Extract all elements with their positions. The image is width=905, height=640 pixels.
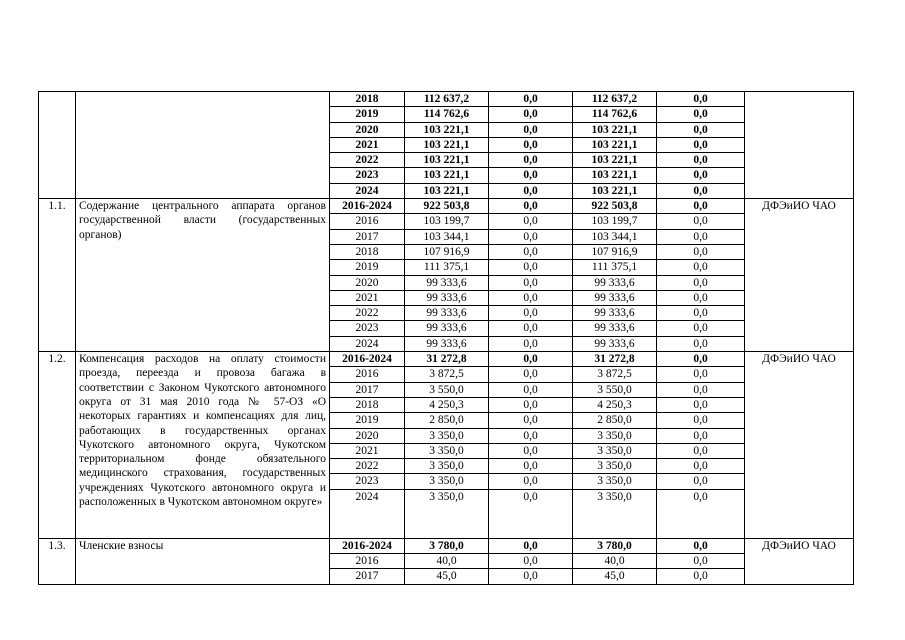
budget-table-page [38,91,853,585]
federal-budget-cell: 0,0 [489,428,573,443]
year-cell: 2018 [330,92,405,107]
federal-budget-cell: 0,0 [489,214,573,229]
table-row [39,92,854,107]
year-cell: 2022 [330,306,405,321]
table-row [39,199,854,214]
federal-budget-cell: 0,0 [489,382,573,397]
federal-budget-cell: 0,0 [489,569,573,584]
year-cell: 2023 [330,321,405,336]
other-sources-cell: 0,0 [657,382,745,397]
regional-budget-cell: 103 221,1 [573,122,657,137]
other-sources-cell: 0,0 [657,413,745,428]
total-cell: 31 272,8 [405,352,489,367]
federal-budget-cell: 0,0 [489,443,573,458]
total-cell: 3 350,0 [405,428,489,443]
total-cell: 99 333,6 [405,321,489,336]
year-cell: 2017 [330,382,405,397]
other-sources-cell: 0,0 [657,137,745,152]
regional-budget-cell: 103 221,1 [573,168,657,183]
section-name-cell: Компенсация расходов на оплату стоимости проезда, переезда и провоза багажа в соответствии с Законом Чукотского автономного округа от 31 мая 2010 года № 57-ОЗ «О некоторых гарантиях и компенсациях для лиц, работающих в государственных органах Чукотского автономного округа, Чукотском территориальном фонде обязательного медицинского страхования, государственных учреждениях Чукотского автономного округа и расположенных в Чукотском автономном округе» [76,352,330,539]
federal-budget-cell: 0,0 [489,229,573,244]
regional-budget-cell: 103 344,1 [573,229,657,244]
regional-budget-cell: 107 916,9 [573,244,657,259]
year-cell: 2016-2024 [330,538,405,553]
total-cell: 103 221,1 [405,122,489,137]
section-number-cell [39,92,76,199]
regional-budget-cell: 111 375,1 [573,260,657,275]
federal-budget-cell: 0,0 [489,183,573,198]
federal-budget-cell: 0,0 [489,321,573,336]
federal-budget-cell: 0,0 [489,554,573,569]
regional-budget-cell: 3 350,0 [573,428,657,443]
regional-budget-cell: 922 503,8 [573,199,657,214]
other-sources-cell: 0,0 [657,489,745,538]
total-cell: 103 221,1 [405,183,489,198]
other-sources-cell: 0,0 [657,459,745,474]
regional-budget-cell: 31 272,8 [573,352,657,367]
total-cell: 103 344,1 [405,229,489,244]
year-cell: 2019 [330,107,405,122]
regional-budget-cell: 45,0 [573,569,657,584]
year-cell: 2017 [330,569,405,584]
year-cell: 2020 [330,428,405,443]
federal-budget-cell: 0,0 [489,260,573,275]
responsible-cell: ДФЭиИО ЧАО [745,199,854,352]
regional-budget-cell: 40,0 [573,554,657,569]
year-cell: 2021 [330,290,405,305]
section-number-cell: 1.1. [39,199,76,352]
year-cell: 2016-2024 [330,199,405,214]
federal-budget-cell: 0,0 [489,137,573,152]
year-cell: 2024 [330,336,405,351]
other-sources-cell: 0,0 [657,244,745,259]
total-cell: 40,0 [405,554,489,569]
federal-budget-cell: 0,0 [489,92,573,107]
section-number-cell: 1.3. [39,538,76,584]
other-sources-cell: 0,0 [657,397,745,412]
year-cell: 2016 [330,214,405,229]
year-cell: 2016 [330,367,405,382]
regional-budget-cell: 114 762,6 [573,107,657,122]
federal-budget-cell: 0,0 [489,459,573,474]
total-cell: 103 221,1 [405,168,489,183]
total-cell: 3 872,5 [405,367,489,382]
other-sources-cell: 0,0 [657,321,745,336]
year-cell: 2016 [330,554,405,569]
other-sources-cell: 0,0 [657,275,745,290]
other-sources-cell: 0,0 [657,229,745,244]
federal-budget-cell: 0,0 [489,489,573,538]
total-cell: 111 375,1 [405,260,489,275]
regional-budget-cell: 99 333,6 [573,321,657,336]
other-sources-cell: 0,0 [657,474,745,489]
federal-budget-cell: 0,0 [489,153,573,168]
regional-budget-cell: 3 780,0 [573,538,657,553]
federal-budget-cell: 0,0 [489,413,573,428]
year-cell: 2016-2024 [330,352,405,367]
year-cell: 2022 [330,459,405,474]
year-cell: 2020 [330,122,405,137]
federal-budget-cell: 0,0 [489,244,573,259]
other-sources-cell: 0,0 [657,306,745,321]
regional-budget-cell: 103 221,1 [573,183,657,198]
total-cell: 45,0 [405,569,489,584]
federal-budget-cell: 0,0 [489,538,573,553]
other-sources-cell: 0,0 [657,199,745,214]
responsible-cell: ДФЭиИО ЧАО [745,538,854,584]
other-sources-cell: 0,0 [657,260,745,275]
other-sources-cell: 0,0 [657,92,745,107]
other-sources-cell: 0,0 [657,290,745,305]
other-sources-cell: 0,0 [657,569,745,584]
responsible-cell [745,92,854,199]
federal-budget-cell: 0,0 [489,168,573,183]
regional-budget-cell: 2 850,0 [573,413,657,428]
total-cell: 99 333,6 [405,290,489,305]
total-cell: 107 916,9 [405,244,489,259]
regional-budget-cell: 99 333,6 [573,290,657,305]
other-sources-cell: 0,0 [657,122,745,137]
regional-budget-cell: 99 333,6 [573,306,657,321]
other-sources-cell: 0,0 [657,336,745,351]
regional-budget-cell: 3 350,0 [573,459,657,474]
year-cell: 2022 [330,153,405,168]
regional-budget-cell: 99 333,6 [573,275,657,290]
table-row [39,538,854,553]
year-cell: 2017 [330,229,405,244]
budget-table [38,91,854,585]
section-number-cell: 1.2. [39,352,76,539]
total-cell: 112 637,2 [405,92,489,107]
other-sources-cell: 0,0 [657,538,745,553]
section-name-cell: Содержание центрального аппарата органов государственной власти (государственных органов) [76,199,330,352]
year-cell: 2023 [330,168,405,183]
total-cell: 3 350,0 [405,459,489,474]
regional-budget-cell: 103 221,1 [573,153,657,168]
total-cell: 103 221,1 [405,137,489,152]
total-cell: 4 250,3 [405,397,489,412]
year-cell: 2020 [330,275,405,290]
regional-budget-cell: 112 637,2 [573,92,657,107]
federal-budget-cell: 0,0 [489,352,573,367]
total-cell: 99 333,6 [405,336,489,351]
responsible-cell: ДФЭиИО ЧАО [745,352,854,539]
total-cell: 103 221,1 [405,153,489,168]
total-cell: 922 503,8 [405,199,489,214]
total-cell: 3 780,0 [405,538,489,553]
total-cell: 3 350,0 [405,489,489,538]
year-cell: 2019 [330,413,405,428]
other-sources-cell: 0,0 [657,153,745,168]
year-cell: 2018 [330,244,405,259]
year-cell: 2024 [330,183,405,198]
regional-budget-cell: 3 350,0 [573,489,657,538]
federal-budget-cell: 0,0 [489,397,573,412]
total-cell: 3 350,0 [405,443,489,458]
federal-budget-cell: 0,0 [489,367,573,382]
section-name-cell: Членские взносы [76,538,330,584]
other-sources-cell: 0,0 [657,428,745,443]
federal-budget-cell: 0,0 [489,290,573,305]
other-sources-cell: 0,0 [657,554,745,569]
other-sources-cell: 0,0 [657,168,745,183]
year-cell: 2021 [330,137,405,152]
federal-budget-cell: 0,0 [489,336,573,351]
total-cell: 2 850,0 [405,413,489,428]
table-row [39,352,854,367]
regional-budget-cell: 3 350,0 [573,443,657,458]
federal-budget-cell: 0,0 [489,275,573,290]
year-cell: 2024 [330,489,405,538]
year-cell: 2021 [330,443,405,458]
federal-budget-cell: 0,0 [489,122,573,137]
regional-budget-cell: 103 221,1 [573,137,657,152]
total-cell: 3 350,0 [405,474,489,489]
section-name-cell [76,92,330,199]
year-cell: 2023 [330,474,405,489]
total-cell: 114 762,6 [405,107,489,122]
regional-budget-cell: 3 550,0 [573,382,657,397]
regional-budget-cell: 3 350,0 [573,474,657,489]
total-cell: 99 333,6 [405,275,489,290]
other-sources-cell: 0,0 [657,443,745,458]
other-sources-cell: 0,0 [657,367,745,382]
year-cell: 2019 [330,260,405,275]
total-cell: 3 550,0 [405,382,489,397]
regional-budget-cell: 99 333,6 [573,336,657,351]
regional-budget-cell: 4 250,3 [573,397,657,412]
year-cell: 2018 [330,397,405,412]
regional-budget-cell: 103 199,7 [573,214,657,229]
other-sources-cell: 0,0 [657,352,745,367]
other-sources-cell: 0,0 [657,214,745,229]
other-sources-cell: 0,0 [657,107,745,122]
total-cell: 103 199,7 [405,214,489,229]
budget-table-body [39,92,854,585]
federal-budget-cell: 0,0 [489,199,573,214]
federal-budget-cell: 0,0 [489,474,573,489]
federal-budget-cell: 0,0 [489,107,573,122]
regional-budget-cell: 3 872,5 [573,367,657,382]
total-cell: 99 333,6 [405,306,489,321]
federal-budget-cell: 0,0 [489,306,573,321]
other-sources-cell: 0,0 [657,183,745,198]
